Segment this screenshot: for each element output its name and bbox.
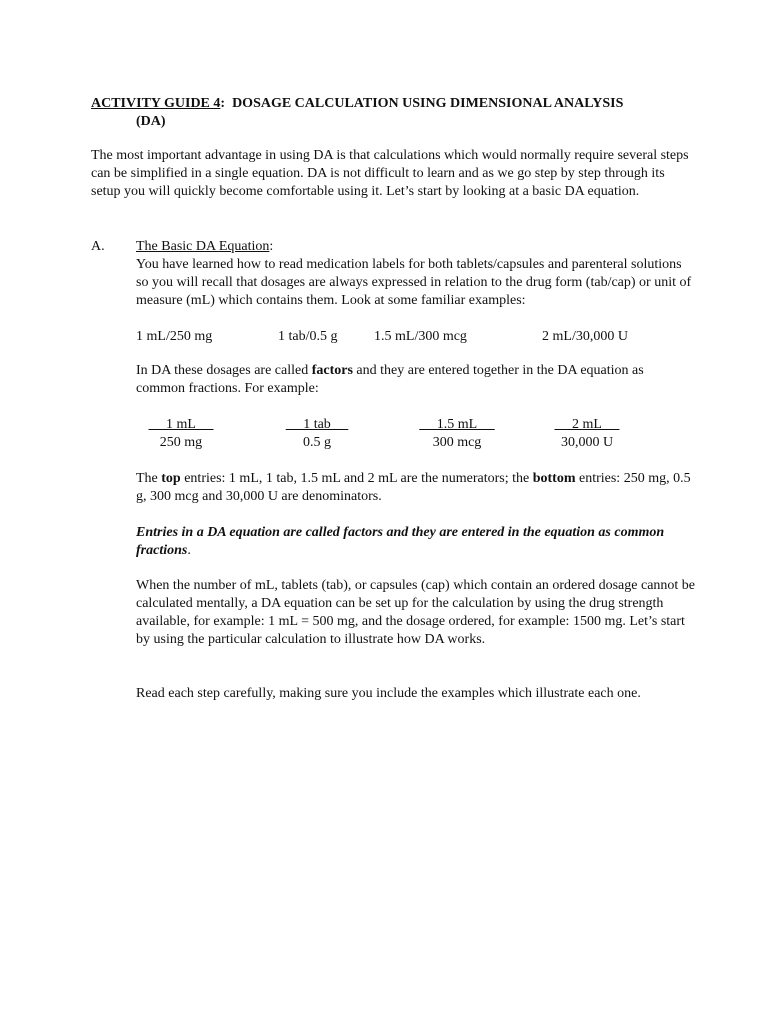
para2-pre: In DA these dosages are called [136, 363, 312, 378]
fraction-numerator: 1 mL [148, 417, 214, 432]
title-line-1: DOSAGE CALCULATION USING DIMENSIONAL ANALYSIS [232, 96, 624, 111]
fraction-denominator: 250 mg [159, 435, 203, 450]
example-4: 2 mL/30,000 U [542, 329, 628, 344]
intro-paragraph: The most important advantage in using DA is that calculations which would normally require several steps can be simplified in a single equation. DA is not difficult to learn and as we go step by step through its setup you will quickly become comfortable using it. Let’s start by looking at a basic DA equation. [91, 148, 689, 199]
emphasis-paragraph [136, 524, 696, 560]
fraction-denominator: 0.5 g [303, 435, 331, 450]
section-title: The Basic DA Equation [136, 239, 270, 254]
section-paragraph-5: Read each step carefully, making sure you include the examples which illustrate each one. [136, 686, 641, 701]
para3-b: entries: 1 mL, 1 tab, 1.5 mL and 2 mL are the numerators; the [180, 471, 533, 486]
top-bold: top [161, 471, 181, 486]
section-title-colon: : [269, 239, 274, 254]
fraction-numerator: 1.5 mL [419, 417, 495, 432]
page-title [91, 95, 623, 113]
emphasis-text: Entries in a DA equation are called factors and they are entered in the equation as common fractions [136, 525, 665, 558]
section-letter: A. [91, 239, 105, 254]
example-1: 1 mL/250 mg [136, 329, 213, 344]
section-paragraph-3 [136, 470, 696, 506]
para3-a: The [136, 471, 162, 486]
fraction-3 [406, 416, 508, 452]
title-line-2: (DA) [136, 114, 166, 129]
section-heading [136, 238, 273, 256]
activity-guide-label: ACTIVITY GUIDE 4 [91, 96, 221, 111]
fraction-numerator: 1 tab [285, 417, 349, 432]
para3-c: entries: 250 mg, 0.5 g, 300 mcg and 30,000 U are denominators. [136, 471, 691, 504]
fraction-numerator: 2 mL [554, 417, 620, 432]
section-paragraph-4: When the number of mL, tablets (tab), or capsules (cap) which contain an ordered dosage cannot be calculated mentally, a DA equation can be set up for the calculation by using the drug strength available, for example: 1 mL = 500 mg, and the dosage ordered, for example: 1500 mg. Let’s start by using the particular calculation to illustrate how DA works. [136, 578, 696, 647]
factors-bold: factors [311, 363, 353, 378]
fraction-denominator: 300 mcg [432, 435, 482, 450]
bottom-bold: bottom [532, 471, 576, 486]
emphasis-period: . [187, 543, 191, 558]
title-colon: : [220, 96, 226, 111]
example-2: 1 tab/0.5 g [278, 329, 338, 344]
fraction-1 [136, 416, 226, 452]
fraction-4 [542, 416, 632, 452]
fraction-denominator: 30,000 U [560, 435, 614, 450]
fraction-2 [272, 416, 362, 452]
section-paragraph-1: You have learned how to read medication labels for both tablets/capsules and parenteral solutions so you will recall that dosages are always expressed in relation to the drug form (tab/cap) or unit of measure (mL) which contains them. Look at some familiar examples: [136, 257, 692, 308]
section-paragraph-2 [136, 362, 696, 398]
para2-post: and they are entered together in the DA equation as common fractions. For example: [136, 363, 644, 396]
example-3: 1.5 mL/300 mcg [374, 329, 467, 344]
